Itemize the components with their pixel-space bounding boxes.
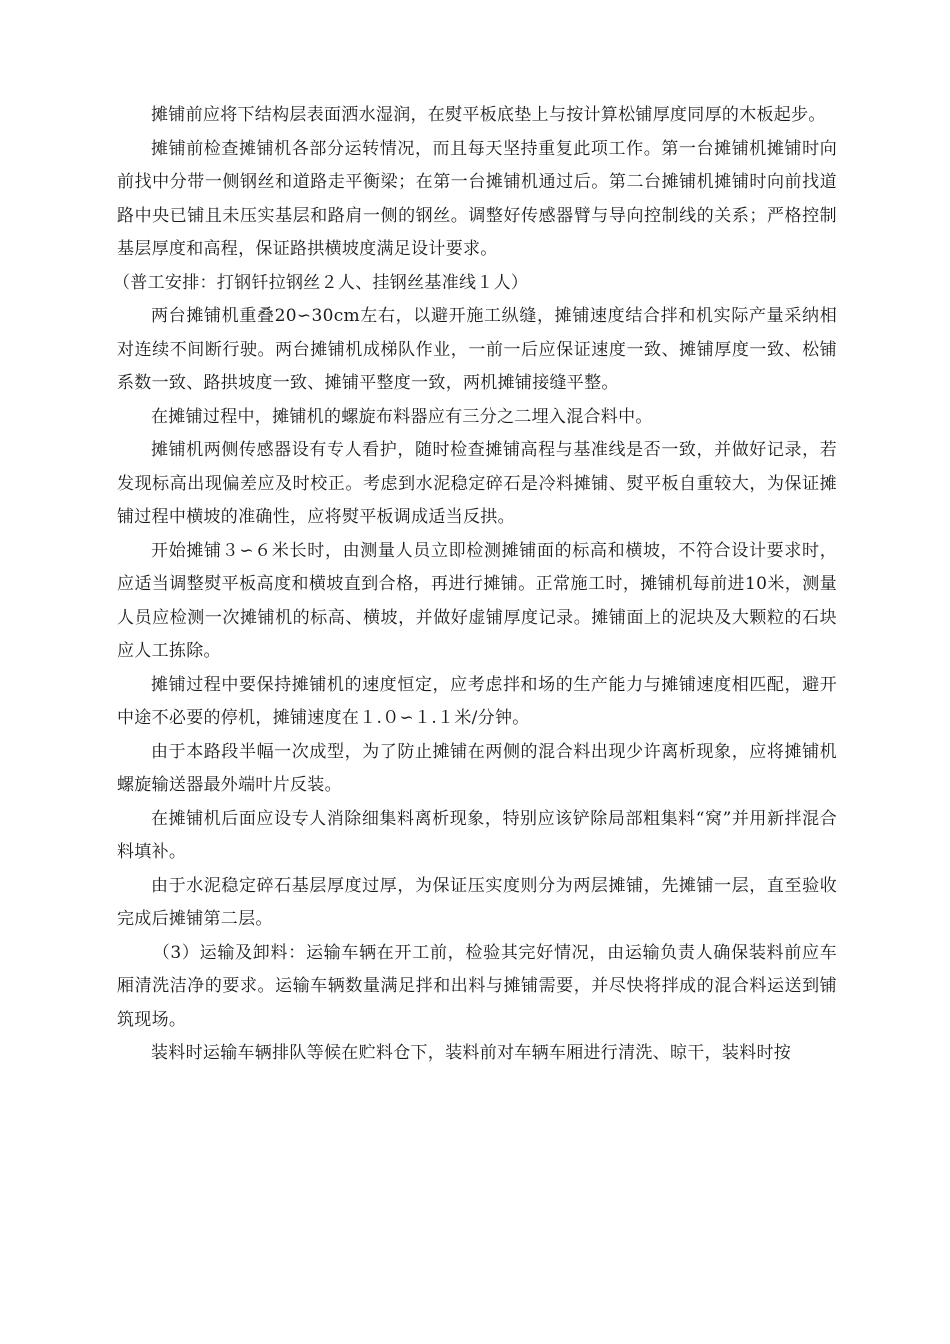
document-body [113, 99, 837, 1071]
paragraph-segregation-prevention: 由于本路段半幅一次成型，为了防止摊铺在两侧的混合料出现少许离析现象，应将摊铺机螺旋输送器最外端叶片反装。 [117, 741, 837, 795]
paragraph-two-pavers-overlap: 两台摊铺机重叠20∽30cm左右，以避开施工纵缝，摊铺速度结合拌和机实际产量采纳相对连续不间断行驶。两台摊铺机成梯队作业，一前一后应保证速度一致、摊铺厚度一致、松铺系数一致、路拱坡度一致、摊铺平整度一致，两机摊铺接缝平整。 [117, 306, 837, 393]
paragraph-loading-queue: 装料时运输车辆排队等候在贮料仓下，装料前对车辆车厢进行清洗、晾干，装料时按 [151, 1043, 792, 1063]
paragraph-survey-check: 开始摊铺３∽６米长时，由测量人员立即检测摊铺面的标高和横坡，不符合设计要求时，应适当调整熨平板高度和横坡直到合格，再进行摊铺。正常施工时，摊铺机每前进10米，测量人员应检测一次摊铺机的标高、横坡，并做好虚铺厚度记录。摊铺面上的泥块及大颗粒的石块应人工拣除。 [117, 540, 837, 661]
paragraph-spiral-distributor: 在摊铺过程中，摊铺机的螺旋布料器应有三分之二埋入混合料中。 [151, 406, 653, 427]
paragraph-paver-check: 摊铺前检查摊铺机各部分运转情况，而且每天坚持重复此项工作。第一台摊铺机摊铺时向前找中分带一侧钢丝和道路走平衡梁；在第一台摊铺机通过后。第二台摊铺机摊铺时向前找道路中央已铺且未压实基层和路肩一侧的钢丝。调整好传感器臂与导向控制线的关系；严格控制基层厚度和高程，保证路拱横坡度满足设计要求。 [117, 138, 837, 259]
paragraph-sensor-watch: 摊铺机两侧传感器设有专人看护，随时检查摊铺高程与基准线是否一致，并做好记录，若发现标高出现偏差应及时校正。考虑到水泥稳定碎石是冷料摊铺、熨平板自重较大，为保证摊铺过程中横坡的准确性，应将熨平板调成适当反拱。 [117, 440, 837, 527]
paragraph-fine-aggregate-removal: 在摊铺机后面应设专人消除细集料离析现象，特别应该铲除局部粗集料“窝”并用新拌混合料填补。 [117, 808, 837, 862]
paragraph-transport-unloading: （3）运输及卸料：运输车辆在开工前，检验其完好情况，由运输负责人确保装料前应车厢清洗洁净的要求。运输车辆数量满足拌和出料与摊铺需要，并尽快将拌成的混合料运送到铺筑现场。 [117, 942, 837, 1030]
paragraph-labor-arrangement: （普工安排：打钢钎拉钢丝２人、挂钢丝基准线１人） [113, 272, 529, 293]
paragraph-two-layer-paving: 由于水泥稳定碎石基层厚度过厚，为保证压实度则分为两层摊铺，先摊铺一层，直至验收完成后摊铺第二层。 [117, 875, 837, 929]
paragraph-paving-speed: 摊铺过程中要保持摊铺机的速度恒定，应考虑拌和场的生产能力与摊铺速度相匹配，避开中途不必要的停机，摊铺速度在１.０∽１.１米/分钟。 [117, 674, 837, 728]
paragraph-prep-watering: 摊铺前应将下结构层表面洒水湿润，在熨平板底垫上与按计算松铺厚度同厚的木板起步。 [151, 105, 826, 125]
